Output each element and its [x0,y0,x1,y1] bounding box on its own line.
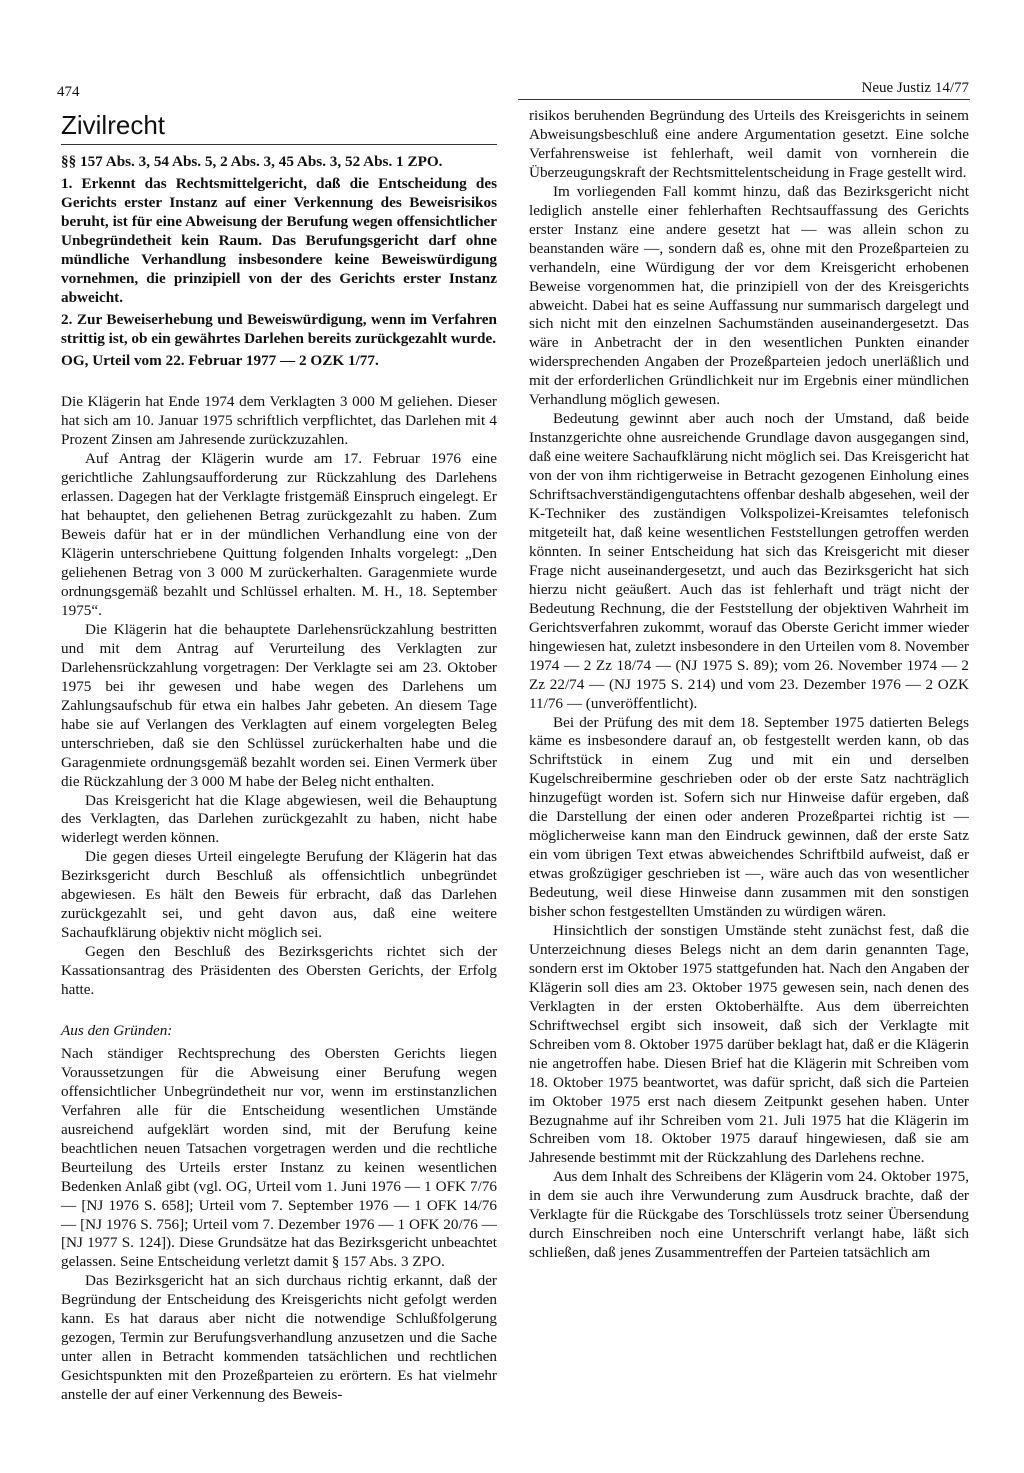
paragraph: Die Klägerin hat die behauptete Darlehensrückzahlung bestritten und mit dem Antrag auf Verurteilung des Verklagten zur Darlehensrückzahlung vorgetragen: Der Verklagte sei am 23. Oktober 1975 bei ihr gewesen und habe wegen des Darlehens um Zahlungsaufschub für etwa ein halbes Jahr gebeten. An diesem Tage habe sie auf Verlangen des Verklagten auf einem vorgelegten Beleg unterschrieben, daß sie den Schlüssel zurückerhalten habe und die Garagenmiete ordnungsgemäß bezahlt worden sei. Einen Vermerk über die Rückzahlung der 3 000 M habe der Beleg nicht enthalten. [61,620,497,790]
reasons-heading: Aus den Gründen: [61,1021,173,1039]
decision-reference: OG, Urteil vom 22. Februar 1977 — 2 OZK 1/77. [61,351,379,369]
headnote-2: 2. Zur Beweiserhebung und Beweiswürdigung, wenn im Verfahren strittig ist, ob ein gewährtes Darlehen bereits zurückgezahlt wurde. [61,310,497,347]
paragraph: Aus dem Inhalt des Schreibens der Klägerin vom 24. Oktober 1975, in dem sie auch ihre Verwunderung zum Ausdruck brachte, daß der Verklagte für die Rückgabe des Torschlüssels trotz seiner Übersendung durch Einschreiben noch eine Unterschrift verlangt habe, läßt sich schließen, daß jenes Zusammentreffen der Parteien tatsächlich am [529,1168,969,1262]
paragraph: Bedeutung gewinnt aber auch noch der Umstand, daß beide Instanzgerichte ohne ausreichende Grundlage davon ausgegangen sind, daß eine weitere Sachaufklärung nicht möglich sei. Das Kreisgericht hat von der von ihm richtigerweise in Betracht gezogenen Einholung eines Schriftsachverständigengutachtens offenbar deshalb abgesehen, weil der K-Techniker des zuständigen Volkspolizei-Kreisamtes telefonisch mitgeteilt hat, daß keine wesentlichen Feststellungen getroffen werden könnten. In seiner Entscheidung hat sich das Kreisgericht mit dieser Frage nicht auseinandergesetzt, und auch das Bezirksgericht hat sich hierzu nicht geäußert. Auch das ist fehlerhaft und trägt nicht der Bedeutung Rechnung, die der Feststellung der objektiven Wahrheit im Gerichtsverfahren zukommt, worauf das Oberste Gericht immer wieder hingewiesen hat, zuletzt insbesondere in den Urteilen vom 8. November 1974 — 2 Zz 18/74 — (NJ 1975 S. 89); vom 26. November 1974 — 2 Zz 22/74 — (NJ 1975 S. 214) und vom 23. Dezember 1976 — 2 OZK 11/76 — (unveröffentlicht). [529,410,969,712]
statute-citation: §§ 157 Abs. 3, 54 Abs. 5, 2 Abs. 3, 45 Abs. 3, 52 Abs. 1 ZPO. [61,153,443,170]
paragraph: Das Bezirksgericht hat an sich durchaus richtig erkannt, daß der Begründung der Entscheidung des Kreisgerichts nicht gefolgt werden kann. Es hat daraus aber nicht die notwendige Schlußfolgerung gezogen, Termin zur Berufungsverhandlung anzusetzen und die Sache unter allen in Betracht kommenden tatsächlichen und rechtlichen Gesichtspunkten mit den Prozeßparteien zu erörtern. Es hat vielmehr anstelle der auf einer Verkennung des Beweis- [61,1272,497,1404]
paragraph: risikos beruhenden Begründung des Urteils des Kreisgerichts in seinem Abweisungsbeschluß eine andere Argumentation gesetzt. Eine solche Verfahrensweise ist fehlerhaft, weil damit von vornherein die Überzeugungskraft der Rechtsmittelentscheidung in Frage gestellt wird. [529,107,969,181]
paragraph: Nach ständiger Rechtsprechung des Obersten Gerichts liegen Voraussetzungen für die Abweisung einer Berufung wegen offensichtlicher Unbegründetheit nur vor, wenn im erstinstanzlichen Verfahren alle für die Entscheidung wesentlichen Umstände ausreichend aufgeklärt worden sind, mit der Berufung keine beachtlichen neuen Tatsachen vorgetragen werden und die rechtliche Beurteilung des Urteils erster Instanz zu keinen wesentlichen Bedenken Anlaß gibt (vgl. OG, Urteil vom 1. Juni 1976 — 1 OFK 7/76 — [NJ 1976 S. 658]; Urteil vom 7. September 1976 — 1 OFK 14/76 — [NJ 1976 S. 756]; Urteil vom 7. Dezember 1976 — 1 OFK 20/76 — [NJ 1977 S. 124]). Diese Grundsätze hat das Bezirksgericht unbeachtet gelassen. Seine Entscheidung verletzt damit § 157 Abs. 3 ZPO. [61,1044,497,1271]
paragraph: Die gegen dieses Urteil eingelegte Berufung der Klägerin hat das Bezirksgericht durch Beschluß als offensichtlich unbegründet abgewiesen. Es hält den Beweis für erbracht, daß das Darlehen zurückgezahlt sei, und geht davon aus, daß eine weitere Sachaufklärung objektiv nicht möglich sei. [61,848,497,942]
spacer [61,373,497,393]
section-title: Zivilrecht [61,110,166,140]
header-rule [518,99,970,100]
paragraph: Auf Antrag der Klägerin wurde am 17. Februar 1976 eine gerichtliche Zahlungsaufforderung zur Rückzahlung des Darlehens erlassen. Dagegen hat der Verklagte fristgemäß Einspruch eingelegt. Er hat behauptet, den geliehenen Betrag zurückgezahlt zu haben. Zum Beweis dafür hat er in der mündlichen Verhandlung eine von der Klägerin unterschriebene Quittung folgenden Inhalts vorgelegt: „Den geliehenen Betrag von 3 000 M zurückerhalten. Garagenmiete wurde ordnungsgemäß bezahlt und Schlüssel erhalten. M. H., 18. September 1975“. [61,450,497,619]
paragraph: Gegen den Beschluß des Bezirksgerichts richtet sich der Kassationsantrag des Präsidenten des Obersten Gerichts, der Erfolg hatte. [61,943,497,999]
paragraph: Bei der Prüfung des mit dem 18. September 1975 datierten Belegs käme es insbesondere darauf an, ob festgestellt werden kann, ob das Schriftstück in einem Zug und mit ein und derselben Kugelschreibermine geschrieben oder ob der erste Satz nachträglich hinzugefügt worden ist. Sofern sich nur Hinweise dafür ergeben, daß die Darstellung der einen oder anderen Prozeßpartei richtig ist — möglicherweise kann man den Eindruck gewinnen, daß der erste Satz ein vom übrigen Text etwas abweichendes Schriftbild aufweist, daß er etwas großzügiger geschrieben ist —, wäre auch das von wesentlicher Bedeutung, weil diese Hinweise dann zusammen mit den sonstigen bisher schon festgestellten Umständen zu würdigen wären. [529,713,969,921]
paragraph: Im vorliegenden Fall kommt hinzu, daß das Bezirksgericht nicht lediglich anstelle einer fehlerhaften Rechtsauffassung des Gerichts erster Instanz eine andere gesetzt hat — was allein schon zu beanstanden wäre —, sondern daß es, ohne mit den Prozeßparteien zu verhandeln, eine Würdigung der vor dem Kreisgericht erhobenen Beweise vorgenommen hat, die prinzipiell von der des Kreisgerichts abweicht. Dabei hat es seine Auffassung nur summarisch dargelegt und sich nicht mit den einzelnen Sachumständen auseinandergesetzt. Das wäre in Anbetracht der in den wesentlichen Punkten einander widersprechenden Angaben der Prozeßparteien jedoch unerläßlich und mit der erforderlichen Gründlichkeit nur im Ergebnis einer mündlichen Verhandlung möglich gewesen. [529,182,969,409]
left-column [61,104,497,1405]
paragraph: Das Kreisgericht hat die Klage abgewiesen, weil die Behauptung des Verklagten, das Darlehen zurückgezahlt zu haben, nicht habe widerlegt werden können. [61,791,497,847]
right-column [529,107,969,1263]
paragraph: Hinsichtlich der sonstigen Umstände steht zunächst fest, daß die Unterzeichnung dieses Belegs nicht an dem darin genannten Tage, sondern erst im Oktober 1975 stattgefunden hat. Nach den Angaben der Klägerin soll dies am 23. Oktober 1975 gewesen sein, nach denen des Verklagten in der ersten Oktoberhälfte. Aus dem überreichten Schriftwechsel ergibt sich insoweit, daß sich der Verklagte mit Schreiben vom 8. Oktober 1975 darüber beklagt hat, daß er die Klägerin nie angetroffen habe. Diesen Brief hat die Klägerin mit Schreiben vom 18. Oktober 1975 beantwortet, was dafür spricht, daß sich die Parteien im Oktober 1975 erst nach diesem Zeitpunkt gesehen haben. Unter Bezugnahme auf ihr Schreiben vom 21. Juli 1975 hat die Klägerin im Schreiben vom 18. Oktober 1975 darauf hingewiesen, daß sie am Jahresende bestimmt mit der Rückzahlung des Darlehens rechne. [529,921,969,1167]
title-rule [61,144,497,145]
journal-issue: Neue Justiz 14/77 [861,80,969,96]
paragraph: Die Klägerin hat Ende 1974 dem Verklagten 3 000 M geliehen. Dieser hat sich am 10. Januar 1975 schriftlich verpflichtet, das Darlehen mit 4 Prozent Zinsen am Jahresende zurückzuzahlen. [61,393,497,449]
headnote-1: 1. Erkennt das Rechtsmittelgericht, daß die Entscheidung des Gerichts erster Instanz auf einer Verkennung des Beweisrisikos beruht, ist für eine Abweisung der Berufung wegen offensichtlicher Unbegründetheit kein Raum. Das Berufungsgericht darf ohne mündliche Verhandlung insbesondere keine Beweiswürdigung vornehmen, die prinzipiell von der des Gerichts erster Instanz abweicht. [61,174,497,306]
page-number: 474 [57,84,80,100]
